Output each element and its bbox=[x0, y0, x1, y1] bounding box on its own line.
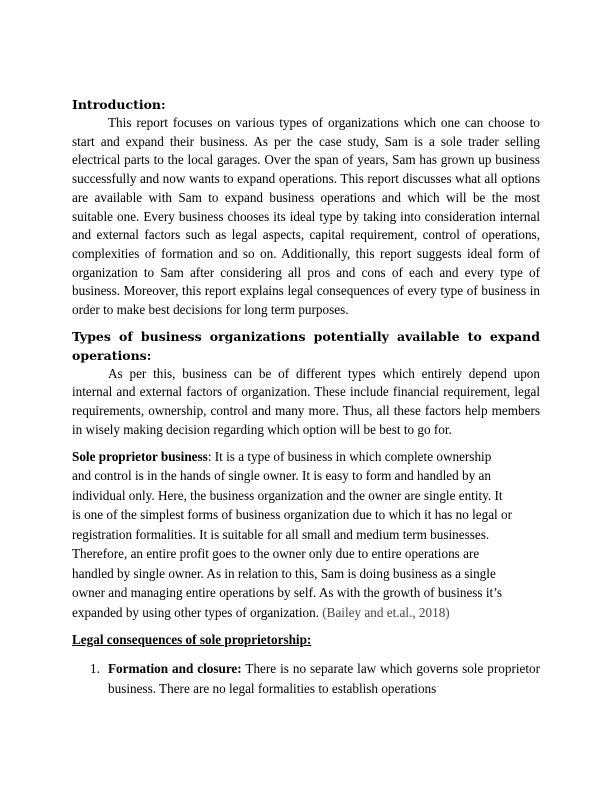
sole-line-9: expanded by using other types of organization. (Bailey and et.al., 2018) bbox=[72, 604, 450, 620]
list-item-number: 1. bbox=[90, 661, 100, 677]
types-paragraph: As per this, business can be of different types which entirely depend upon internal and external factors of organization. These include financial requirement, legal requirements, ownership, control and many more. Thus, all these factors help members in wisely making decision regarding which option will be best to go for. bbox=[72, 365, 540, 437]
citation: (Bailey and et.al., 2018) bbox=[322, 604, 450, 620]
types-heading: Types of business organizations potentially available to expand operations: bbox=[72, 328, 540, 363]
sole-line-4: is one of the simplest forms of business organization due to which it has no legal or bbox=[72, 507, 512, 523]
sole-line-1: Sole proprietor business: It is a type of business in which complete ownership bbox=[72, 448, 492, 464]
sole-line-3: individual only. Here, the business organization and the owner are single entity. It bbox=[72, 487, 503, 503]
sole-line-7: handled by single owner. As in relation to this, Sam is doing business as a single bbox=[72, 565, 496, 581]
sole-line-6: Therefore, an entire profit goes to the owner only due to entire operations are bbox=[72, 546, 480, 562]
introduction-heading: Introduction: bbox=[72, 97, 166, 112]
sole-line-5: registration formalities. It is suitable for all small and medium term businesses. bbox=[72, 526, 490, 542]
legal-consequences-list bbox=[72, 659, 540, 699]
list-item-title: Formation and closure: bbox=[108, 661, 242, 677]
sole-proprietor-term: Sole proprietor business bbox=[72, 448, 208, 464]
legal-consequences-heading: Legal consequences of sole proprietorship: bbox=[72, 632, 312, 648]
document-page bbox=[72, 95, 540, 699]
sole-line-2: and control is in the hands of single owner. It is easy to form and handled by an bbox=[72, 468, 491, 484]
list-item-text: There is no separate law which governs sole proprietor business. There are no legal formalities to establish operations bbox=[108, 661, 540, 697]
sole-line-8: owner and managing entire operations by self. As with the growth of business it’s bbox=[72, 585, 502, 601]
introduction-paragraph: This report focuses on various types of organizations which one can choose to start and expand their business. As per the case study, Sam is a sole trader selling electrical parts to the local garages. Over the span of years, Sam has grown up business successfully and now wants to expand operations. This report discusses what all options are available with Sam to expand business operations and which will be the most suitable one. Every business chooses its ideal type by taking into consideration internal and external factors such as legal aspects, capital requirement, control of operations, complexities of formation and so on. Additionally, this report suggests ideal form of organization to Sam after considering all pros and cons of each and every type of business. Moreover, this report explains legal consequences of every type of business in order to make best decisions for long term purposes. bbox=[72, 115, 540, 318]
list-item bbox=[72, 659, 540, 699]
sole-proprietor-paragraph bbox=[72, 447, 540, 623]
